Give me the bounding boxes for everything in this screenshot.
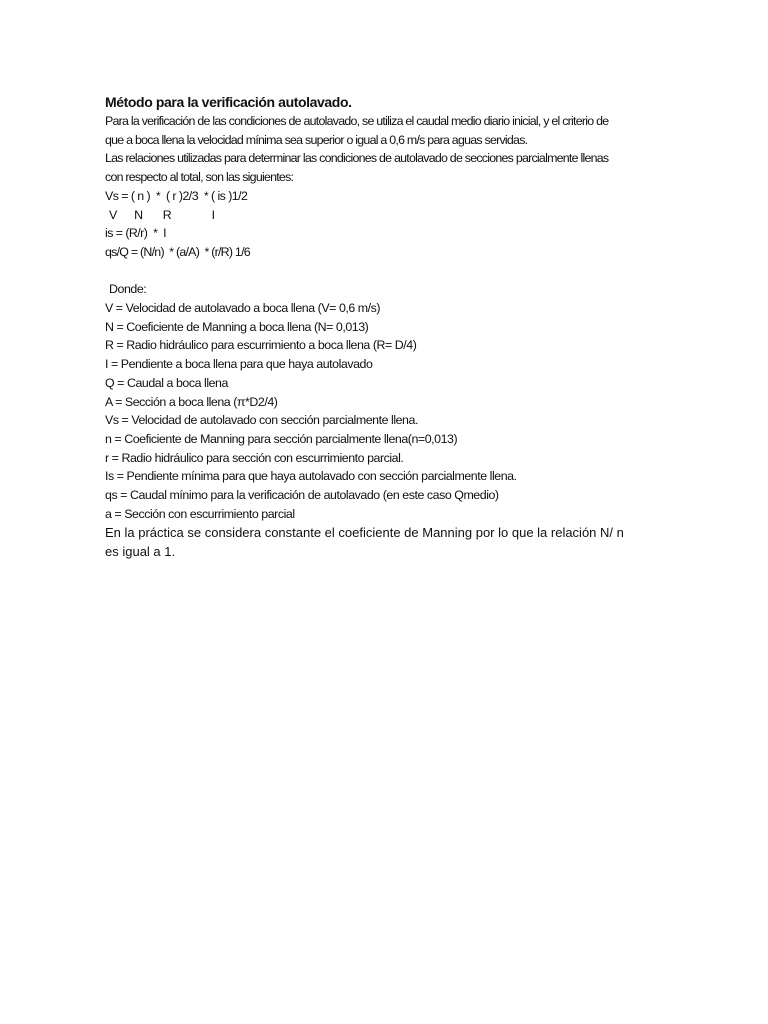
intro-line: Las relaciones utilizadas para determinar las condiciones de autolavado de secciones parcialmente llenas: [105, 151, 609, 166]
definition-item: N = Coeficiente de Manning a boca llena (N= 0,013): [105, 319, 369, 334]
formula-vs-denominators: V N R I: [109, 207, 215, 222]
blank-line: [105, 262, 665, 281]
definition-item: R = Radio hidráulico para escurrimiento a boca llena (R= D/4): [105, 338, 417, 353]
document-title: Método para la verificación autolavado.: [105, 94, 352, 110]
intro-line: que a boca llena la velocidad mínima sea superior o igual a 0,6 m/s para aguas servidas.: [105, 132, 528, 147]
formula-is: is = (R/r) * I: [105, 226, 167, 241]
definition-item: qs = Caudal mínimo para la verificación de autolavado (en este caso Qmedio): [105, 488, 499, 503]
definition-item: V = Velocidad de autolavado a boca llena (V= 0,6 m/s): [105, 301, 381, 316]
definition-item: I = Pendiente a boca llena para que haya autolavado: [105, 357, 373, 372]
definition-item: a = Sección con escurrimiento parcial: [105, 506, 295, 521]
definition-item: Is = Pendiente mínima para que haya autolavado con sección parcialmente llena.: [105, 469, 517, 484]
intro-line: Para la verificación de las condiciones de autolavado, se utiliza el caudal medio diario inicial, y el criterio de: [105, 114, 609, 128]
conclusion-line: En la práctica se considera constante el coeficiente de Manning por lo que la relación N/ n: [105, 525, 624, 541]
donde-label: Donde:: [109, 282, 147, 297]
document-page: [105, 92, 665, 561]
definition-item: r = Radio hidráulico para sección con escurrimiento parcial.: [105, 450, 404, 465]
definition-item: Vs = Velocidad de autolavado con sección parcialmente llena.: [105, 413, 418, 428]
formula-vs: Vs = ( n ) * ( r )2/3 * ( is )1/2: [105, 188, 248, 203]
formula-qs: qs/Q = (N/n) * (a/A) * (r/R) 1/6: [105, 244, 250, 259]
conclusion-line: es igual a 1.: [105, 544, 176, 560]
definition-item: n = Coeficiente de Manning para sección parcialmente llena(n=0,013): [105, 431, 458, 446]
intro-line: con respecto al total, son las siguientes:: [105, 170, 294, 185]
definition-item: A = Sección a boca llena (π*D2/4): [105, 394, 278, 409]
definition-item: Q = Caudal a boca llena: [105, 375, 228, 390]
